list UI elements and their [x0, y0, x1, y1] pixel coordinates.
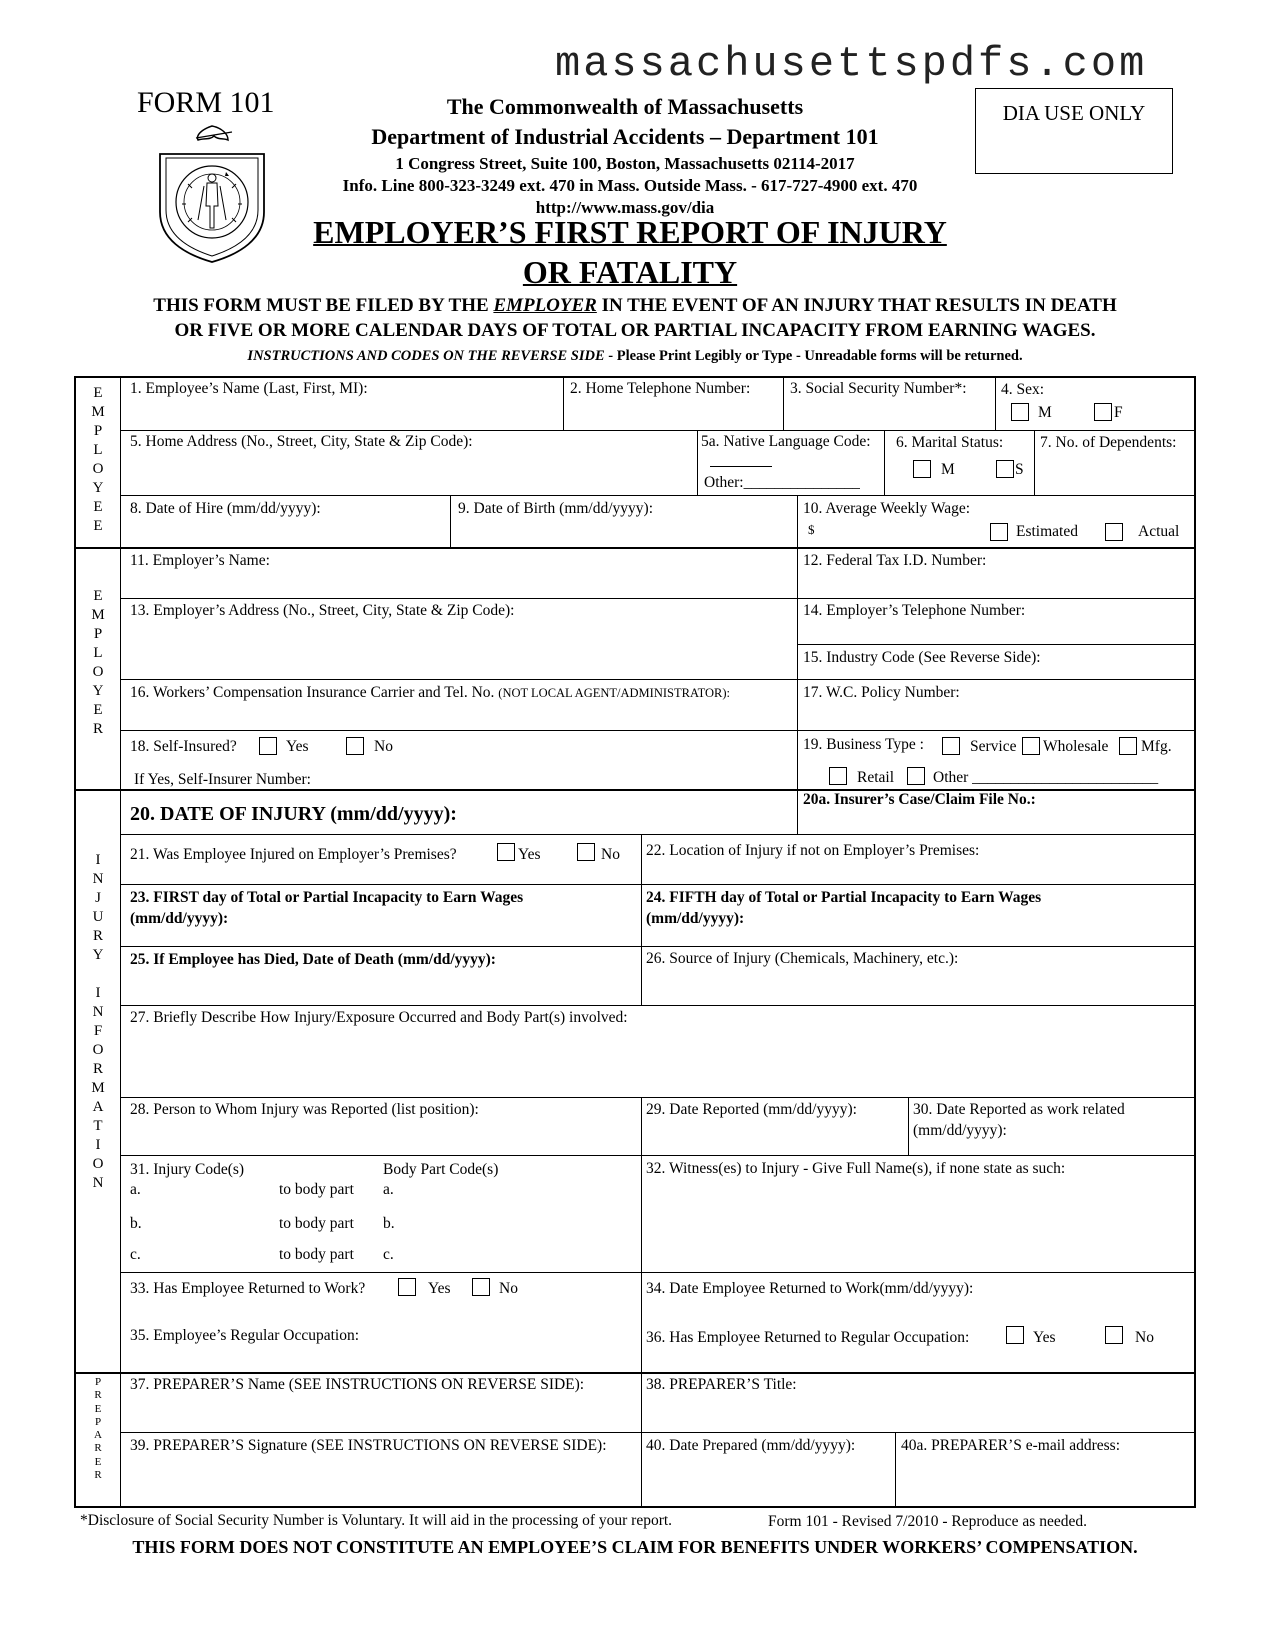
employee-name-label: 1. Employee’s Name (Last, First, MI):: [130, 380, 368, 397]
first-day-incapacity-label: 23. FIRST day of Total or Partial Incapacity to Earn Wages: [130, 889, 524, 906]
premises-no-checkbox[interactable]: [577, 843, 595, 861]
regular-occupation-yes-checkbox[interactable]: [1006, 1326, 1024, 1344]
ssn-label: 3. Social Security Number*:: [790, 380, 967, 397]
filing-notice-line1: THIS FORM MUST BE FILED BY THE EMPLOYER IN THE EVENT OF AN INJURY THAT RESULTS IN DEATH: [153, 295, 1117, 316]
wage-actual-label: Actual: [1138, 523, 1180, 540]
form-number: FORM 101: [137, 86, 275, 119]
self-insured-yes-label: Yes: [286, 738, 309, 755]
injury-code-b: b.: [130, 1215, 142, 1232]
returned-no-label: No: [499, 1280, 518, 1297]
body-part-codes-label: Body Part Code(s): [383, 1161, 499, 1178]
date-reported-work-related-format: (mm/dd/yyyy):: [913, 1122, 1007, 1139]
fifth-day-incapacity-label: 24. FIFTH day of Total or Partial Incapacity to Earn Wages: [646, 889, 1042, 906]
injury-code-c: c.: [130, 1246, 141, 1263]
preparer-email-label: 40a. PREPARER’S e-mail address:: [901, 1437, 1121, 1454]
dia-use-only-box: DIA USE ONLY: [975, 88, 1173, 174]
regular-occupation-no-label: No: [1135, 1329, 1154, 1346]
source-of-injury-label: 26. Source of Injury (Chemicals, Machinery, etc.):: [646, 950, 959, 967]
date-of-death-label: 25. If Employee has Died, Date of Death (mm/dd/yyyy):: [130, 951, 496, 968]
business-wholesale-checkbox[interactable]: [1022, 737, 1040, 755]
date-of-injury-label: 20. DATE OF INJURY (mm/dd/yyyy):: [130, 803, 457, 825]
preparer-signature-label: 39. PREPARER’S Signature (SEE INSTRUCTIONS ON REVERSE SIDE):: [130, 1437, 607, 1454]
section-injury-information: I N J U R Y I N F O R M A T I O N: [91, 852, 105, 1191]
employer-telephone-label: 14. Employer’s Telephone Number:: [803, 602, 1026, 619]
not-a-claim-statement: THIS FORM DOES NOT CONSTITUTE AN EMPLOYEE’S CLAIM FOR BENEFITS UNDER WORKERS’ COMPENSATION.: [132, 1537, 1138, 1557]
date-prepared-label: 40. Date Prepared (mm/dd/yyyy):: [646, 1437, 856, 1454]
to-body-part-c: to body part: [279, 1246, 354, 1263]
watermark: massachusettspdfs.com: [555, 40, 1148, 88]
preparer-name-label: 37. PREPARER’S Name (SEE INSTRUCTIONS ON REVERSE SIDE):: [130, 1376, 585, 1393]
location-of-injury-label: 22. Location of Injury if not on Employer’s Premises:: [646, 842, 980, 859]
body-part-code-a: a.: [383, 1181, 394, 1198]
form-title-line1: EMPLOYER’S FIRST REPORT OF INJURY: [313, 214, 947, 250]
section-employee: E M P L O Y E E: [91, 385, 105, 534]
industry-code-label: 15. Industry Code (See Reverse Side):: [803, 649, 1041, 666]
federal-tax-id-label: 12. Federal Tax I.D. Number:: [803, 552, 987, 569]
native-language-other-label: Other:_______________: [704, 474, 860, 491]
regular-occupation-yes-label: Yes: [1033, 1329, 1056, 1346]
injury-code-a: a.: [130, 1181, 141, 1198]
filing-notice-line2: OR FIVE OR MORE CALENDAR DAYS OF TOTAL OR PARTIAL INCAPACITY FROM EARNING WAGES.: [174, 320, 1096, 341]
returned-yes-label: Yes: [428, 1280, 451, 1297]
instructions-line: INSTRUCTIONS AND CODES ON THE REVERSE SIDE - Please Print Legibly or Type - Unreadable forms will be returned.: [247, 348, 1023, 364]
sex-label: 4. Sex:: [1001, 381, 1045, 398]
business-mfg-label: Mfg.: [1141, 738, 1172, 755]
sex-m-checkbox[interactable]: [1011, 403, 1029, 421]
business-retail-checkbox[interactable]: [829, 767, 847, 785]
header-website: http://www.mass.gov/dia: [535, 198, 715, 217]
date-reported-label: 29. Date Reported (mm/dd/yyyy):: [646, 1101, 857, 1118]
header-address: 1 Congress Street, Suite 100, Boston, Massachusetts 02114-2017: [395, 154, 855, 173]
self-insured-label: 18. Self-Insured?: [130, 738, 237, 755]
injury-description-label: 27. Briefly Describe How Injury/Exposure Occurred and Body Part(s) involved:: [130, 1009, 628, 1026]
policy-number-label: 17. W.C. Policy Number:: [803, 684, 960, 701]
returned-no-checkbox[interactable]: [472, 1278, 490, 1296]
business-type-label: 19. Business Type :: [803, 736, 924, 753]
premises-no-label: No: [601, 846, 620, 863]
marital-s-checkbox[interactable]: [996, 460, 1014, 478]
insurer-claim-number-label: 20a. Insurer’s Case/Claim File No.:: [803, 791, 1036, 808]
regular-occupation-no-checkbox[interactable]: [1105, 1326, 1123, 1344]
returned-regular-occupation-label: 36. Has Employee Returned to Regular Occupation:: [646, 1329, 970, 1346]
wage-actual-checkbox[interactable]: [1105, 523, 1123, 541]
preparer-title-label: 38. PREPARER’S Title:: [646, 1376, 797, 1393]
self-insurer-number-label: If Yes, Self-Insurer Number:: [134, 771, 311, 788]
returned-to-work-label: 33. Has Employee Returned to Work?: [130, 1280, 366, 1297]
witnesses-label: 32. Witness(es) to Injury - Give Full Name(s), if none state as such:: [646, 1160, 1066, 1177]
ssn-disclosure-note: *Disclosure of Social Security Number is Voluntary. It will aid in the processing of your report.: [80, 1512, 673, 1529]
sex-f-label: F: [1114, 404, 1123, 421]
wage-estimated-checkbox[interactable]: [990, 523, 1008, 541]
injury-codes-label: 31. Injury Code(s): [130, 1161, 245, 1178]
business-wholesale-label: Wholesale: [1043, 738, 1109, 755]
date-returned-label: 34. Date Employee Returned to Work(mm/dd/yyyy):: [646, 1280, 974, 1297]
body-part-code-b: b.: [383, 1215, 395, 1232]
body-part-code-c: c.: [383, 1246, 394, 1263]
form-revision-note: Form 101 - Revised 7/2010 - Reproduce as needed.: [768, 1513, 1087, 1530]
dependents-label: 7. No. of Dependents:: [1040, 434, 1177, 451]
premises-yes-label: Yes: [518, 846, 541, 863]
premises-yes-checkbox[interactable]: [497, 843, 515, 861]
business-retail-label: Retail: [857, 769, 895, 786]
marital-status-label: 6. Marital Status:: [896, 434, 1004, 451]
section-preparer: P R E P A R E R: [94, 1376, 102, 1482]
date-of-hire-label: 8. Date of Hire (mm/dd/yyyy):: [130, 500, 321, 517]
business-other-label: Other ________________________: [933, 769, 1159, 786]
date-of-birth-label: 9. Date of Birth (mm/dd/yyyy):: [458, 500, 654, 517]
header-department: Department of Industrial Accidents – Department 101: [371, 124, 879, 149]
business-other-checkbox[interactable]: [907, 767, 925, 785]
to-body-part-b: to body part: [279, 1215, 354, 1232]
business-service-checkbox[interactable]: [942, 737, 960, 755]
fifth-day-format-label: (mm/dd/yyyy):: [646, 910, 745, 927]
self-insured-no-checkbox[interactable]: [346, 737, 364, 755]
home-telephone-label: 2. Home Telephone Number:: [570, 380, 751, 397]
self-insured-no-label: No: [374, 738, 393, 755]
form-title-line2: OR FATALITY: [522, 254, 738, 290]
marital-m-label: M: [941, 461, 955, 478]
date-reported-work-related-label: 30. Date Reported as work related: [913, 1101, 1125, 1118]
average-weekly-wage-label: 10. Average Weekly Wage:: [803, 500, 971, 517]
regular-occupation-label: 35. Employee’s Regular Occupation:: [130, 1327, 359, 1344]
marital-s-label: S: [1015, 461, 1024, 478]
native-language-label: 5a. Native Language Code:: [701, 433, 871, 450]
to-body-part-a: to body part: [279, 1181, 354, 1198]
section-employer: E M P L O Y E R: [91, 588, 105, 737]
returned-yes-checkbox[interactable]: [398, 1278, 416, 1296]
home-address-label: 5. Home Address (No., Street, City, State & Zip Code):: [130, 433, 473, 450]
wage-dollar-sign: $: [808, 522, 815, 537]
first-day-format-label: (mm/dd/yyyy):: [130, 910, 229, 927]
insurance-carrier-label: 16. Workers’ Compensation Insurance Carrier and Tel. No. (NOT LOCAL AGENT/ADMINISTRATOR):: [130, 684, 730, 701]
injured-on-premises-label: 21. Was Employee Injured on Employer’s Premises?: [130, 846, 457, 863]
person-reported-to-label: 28. Person to Whom Injury was Reported (list position):: [130, 1101, 479, 1118]
header-info-line: Info. Line 800-323-3249 ext. 470 in Mass. Outside Mass. - 617-727-4900 ext. 470: [342, 176, 918, 195]
sex-f-checkbox[interactable]: [1094, 403, 1112, 421]
wage-estimated-label: Estimated: [1016, 523, 1078, 540]
employer-address-label: 13. Employer’s Address (No., Street, City, State & Zip Code):: [130, 602, 515, 619]
business-mfg-checkbox[interactable]: [1119, 737, 1137, 755]
header-commonwealth: The Commonwealth of Massachusetts: [446, 94, 804, 119]
sex-m-label: M: [1038, 404, 1052, 421]
self-insured-yes-checkbox[interactable]: [259, 737, 277, 755]
marital-m-checkbox[interactable]: [913, 460, 931, 478]
employer-name-label: 11. Employer’s Name:: [130, 552, 270, 569]
business-service-label: Service: [970, 738, 1017, 755]
